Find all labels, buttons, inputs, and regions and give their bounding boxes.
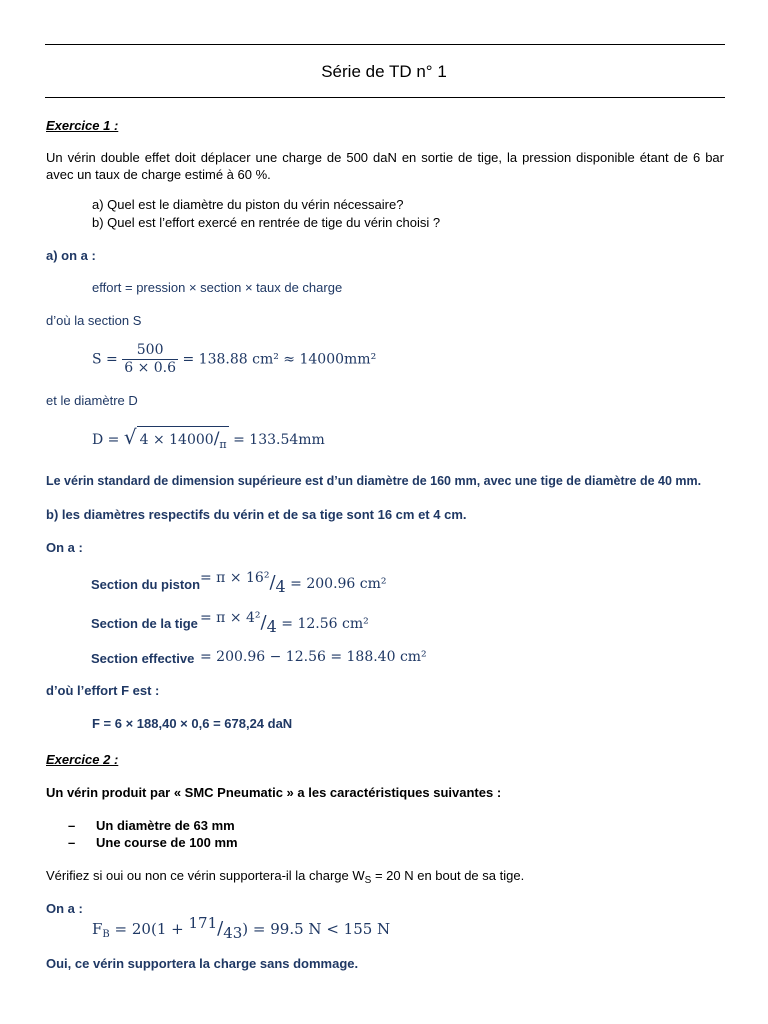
exercise-1-heading: Exercice 1 :	[46, 118, 119, 133]
effective-equation: = 200.96 − 12.56 = 188.40 cm²	[200, 649, 427, 665]
list-item	[68, 818, 235, 833]
section-lhs: S =	[92, 351, 118, 368]
tige-denominator: 4	[266, 617, 277, 636]
list-item-text: Un diamètre de 63 mm	[96, 818, 235, 833]
exercise-2-question	[46, 868, 524, 886]
sqrt-radicand	[137, 426, 229, 451]
diameter-lhs: D =	[92, 432, 120, 448]
exercise-2-statement: Un vérin produit par « SMC Pneumatic » a les caractéristiques suivantes :	[46, 785, 502, 800]
fb-subscript: B	[102, 929, 110, 940]
dash-bullet: –	[68, 835, 76, 850]
fb-symbol: F	[92, 920, 103, 938]
on-a-1: On a :	[46, 540, 83, 555]
section-fraction	[122, 342, 178, 377]
force-calculation: F = 6 × 188,40 × 0,6 = 678,24 daN	[92, 716, 293, 731]
piston-equation	[200, 570, 387, 596]
tige-label: Section de la tige	[91, 616, 198, 631]
tige-expression: = π × 4²	[200, 610, 261, 626]
question-text-end: = 20 N en bout de sa tige.	[371, 868, 525, 883]
title-rule	[45, 97, 725, 98]
question-text: Vérifiez si oui ou non ce vérin supportera-il la charge W	[46, 868, 365, 883]
dash-bullet: –	[68, 818, 76, 833]
conclusion: Oui, ce vérin supportera la charge sans dommage.	[46, 956, 359, 971]
question-a: a) Quel est le diamètre du piston du vérin nécessaire?	[92, 197, 404, 212]
exercise-2-heading: Exercice 2 :	[46, 752, 119, 767]
fb-denominator: 43	[223, 924, 243, 942]
section-denominator: 6 × 0.6	[124, 360, 177, 376]
list-item	[68, 835, 238, 850]
effective-label: Section effective	[91, 651, 195, 666]
tige-result: = 12.56 cm²	[281, 616, 369, 632]
fraction-slash: /	[213, 429, 220, 449]
fb-numerator: 171	[188, 914, 218, 932]
fb-middle: = 20(1 +	[109, 920, 189, 938]
answer-a-intro: a) on a :	[46, 248, 96, 263]
tige-equation	[200, 610, 369, 636]
section-numerator: 500	[122, 342, 178, 360]
effort-formula: effort = pression × section × taux de charge	[92, 280, 343, 295]
diameter-result: = 133.54mm	[233, 432, 325, 448]
fraction-slash: /	[217, 918, 224, 939]
exercise-1-statement: Un vérin double effet doit déplacer une charge de 500 daN en sortie de tige, la pression disponible étant de 6 bar avec un taux de charge estimé à 60 %.	[46, 150, 724, 182]
question-b: b) Quel est l’effort exercé en rentrée de tige du vérin choisi ?	[92, 215, 441, 230]
section-result: = 138.88 cm² ≈ 14000mm²	[182, 351, 377, 368]
fraction-slash: /	[269, 572, 276, 593]
list-item-text: Une course de 100 mm	[96, 835, 238, 850]
fraction-slash: /	[260, 612, 267, 633]
sqrt-sign-icon: √	[123, 425, 137, 449]
section-equation	[92, 342, 376, 377]
weight-subscript: S	[364, 875, 372, 886]
radicand-numerator: 4 × 14000	[139, 432, 214, 448]
diameter-equation	[92, 425, 325, 451]
on-a-2: On a :	[46, 901, 83, 916]
force-intro: d’où l’effort F est :	[46, 683, 160, 698]
answer-b-intro: b) les diamètres respectifs du vérin et de sa tige sont 16 cm et 4 cm.	[46, 507, 467, 522]
piston-denominator: 4	[275, 577, 286, 596]
standard-choice: Le vérin standard de dimension supérieure est d’un diamètre de 160 mm, avec une tige de diamètre de 40 mm.	[46, 474, 702, 488]
diameter-intro: et le diamètre D	[46, 393, 138, 408]
fb-result: ) = 99.5 N < 155 N	[242, 920, 391, 938]
page-title: Série de TD n° 1	[321, 62, 447, 81]
piston-label: Section du piston	[91, 577, 201, 592]
piston-expression: = π × 16²	[200, 570, 270, 586]
section-intro: d’où la section S	[46, 313, 142, 328]
piston-result: = 200.96 cm²	[290, 576, 387, 592]
top-rule	[45, 44, 725, 45]
fb-equation	[92, 914, 390, 942]
radicand-denominator: π	[219, 438, 227, 451]
